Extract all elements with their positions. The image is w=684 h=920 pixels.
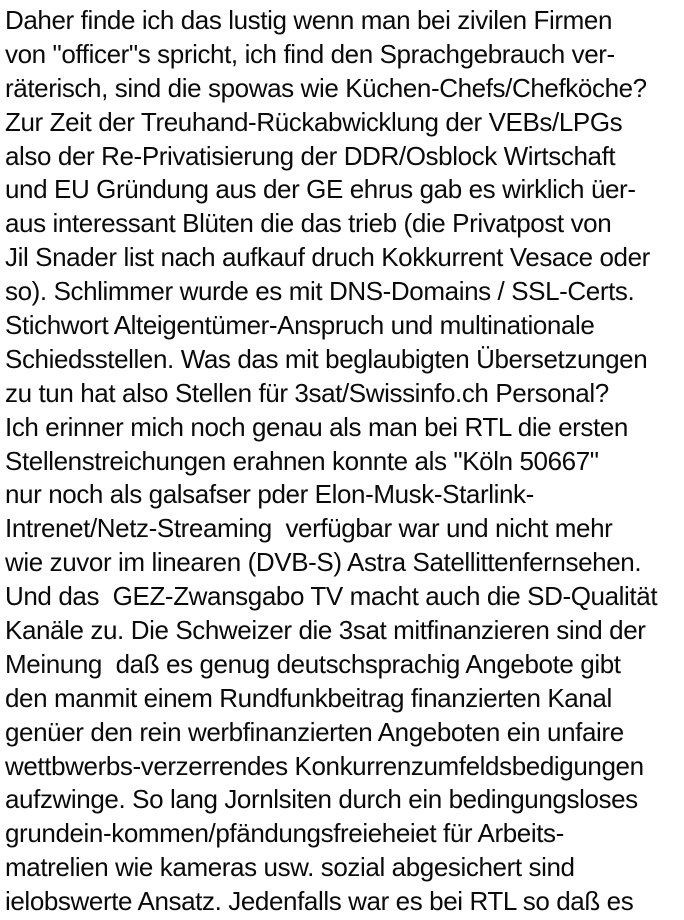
text-line: zu tun hat also Stellen für 3sat/Swissinfo.ch Personal?: [5, 377, 609, 408]
text-line: matrelien wie kameras usw. sozial abgesichert sind: [5, 852, 575, 883]
text-line: aus interessant Blüten die das trieb (die Privatpost von: [5, 208, 612, 239]
text-line: wettbwerbs-verzerrendes Konkurrenzumfeldsbedigungen: [5, 750, 644, 781]
text-line: den manmit einem Rundfunkbeitrag finanzierten Kanal: [5, 682, 612, 713]
text-line: nur noch als galsafser pder Elon-Musk-Starlink-: [5, 479, 534, 510]
text-line: Intrenet/Netz-Streaming verfügbar war und nicht mehr: [5, 513, 613, 544]
text-line: Ich erinner mich noch genau als man bei RTL die ersten: [5, 411, 628, 442]
text-line: Jil Snader list nach aufkauf druch Kokkurrent Vesace oder: [5, 242, 650, 273]
text-line: und EU Gründung aus der GE ehrus gab es wirklich üer-: [5, 174, 636, 205]
text-line: Und das GEZ-Zwansgabo TV macht auch die SD-Qualität: [5, 581, 658, 612]
text-line: Stellenstreichungen erahnen konnte als "Köln 50667": [5, 445, 599, 476]
text-line: Zur Zeit der Treuhand-Rückabwicklung der VEBs/LPGs: [5, 106, 623, 137]
text-line: Schiedsstellen. Was das mit beglaubigten Übersetzungen: [5, 343, 648, 374]
text-line: Stichwort Alteigentümer-Anspruch und multinationale: [5, 310, 595, 341]
text-line: räterisch, sind die spowas wie Küchen-Chefs/Chefköche?: [5, 72, 647, 103]
text-line: genüer den rein werbfinanzierten Angeboten ein unfaire: [5, 716, 624, 747]
text-line: also der Re-Privatisierung der DDR/Osblock Wirtschaft: [5, 140, 616, 171]
text-line: von "officer"s spricht, ich find den Sprachgebrauch ver-: [5, 38, 615, 69]
text-line: Daher finde ich das lustig wenn man bei zivilen Firmen: [5, 5, 613, 35]
text-line: Kanäle zu. Die Schweizer die 3sat mitfinanzieren sind der: [5, 615, 646, 646]
text-line: so). Schlimmer wurde es mit DNS-Domains / SSL-Certs.: [5, 276, 635, 307]
text-line: ielobswerte Ansatz. Jedenfalls war es bei RTL so daß es: [5, 886, 634, 917]
text-line: wie zuvor im linearen (DVB-S) Astra Satellittenfernsehen.: [5, 547, 642, 578]
text-line: grundein-kommen/pfändungsfreieheiet für Arbeits-: [5, 818, 564, 849]
text-line: Meinung daß es genug deutschsprachig Angebote gibt: [5, 648, 621, 679]
text-line: aufzwinge. So lang Jornlsiten durch ein bedingungsloses: [5, 784, 638, 815]
text-block: [5, 4, 684, 919]
